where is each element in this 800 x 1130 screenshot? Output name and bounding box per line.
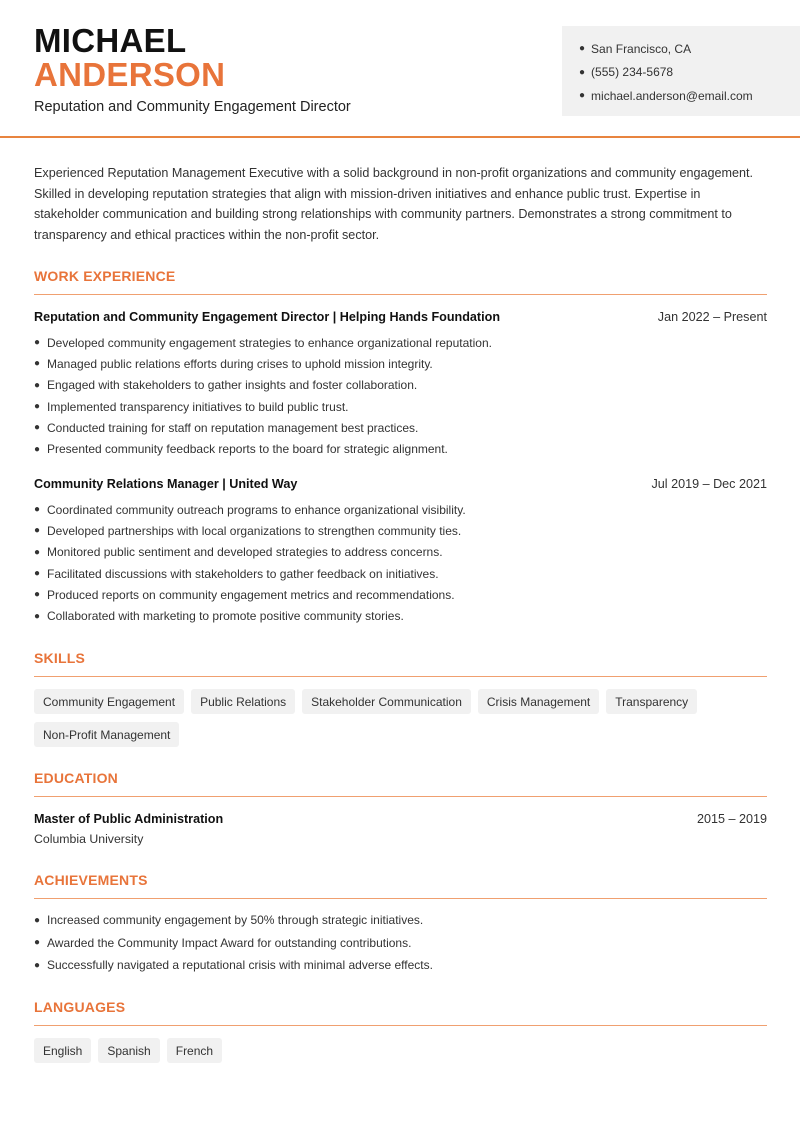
list-item-text: Successfully navigated a reputational crisis with minimal adverse effects.: [47, 958, 433, 973]
list-item: [34, 438, 767, 459]
contact-email-text: michael.anderson@email.com: [591, 88, 753, 103]
job-entry-header: [34, 310, 767, 324]
job-title-company: Community Relations Manager | United Way: [34, 477, 298, 491]
job-dates: Jan 2022 – Present: [657, 310, 767, 324]
section-title-education: EDUCATION: [34, 770, 118, 786]
first-name: MICHAEL: [34, 22, 187, 59]
list-item-text: Collaborated with marketing to promote positive community stories.: [47, 609, 404, 624]
contact-phone-text: (555) 234-5678: [591, 65, 674, 80]
section-title-skills: SKILLS: [34, 650, 85, 666]
bullet-icon: ●: [34, 568, 41, 580]
skill-chip: Crisis Management: [478, 689, 599, 714]
list-item-text: Developed partnerships with local organizations to strengthen community ties.: [47, 523, 462, 538]
list-item-text: Increased community engagement by 50% through strategic initiatives.: [47, 913, 424, 928]
bullet-icon: ●: [34, 610, 41, 622]
list-item-text: Coordinated community outreach programs to enhance organizational visibility.: [47, 502, 466, 517]
list-item: [34, 584, 767, 605]
bullet-icon: ●: [579, 66, 586, 78]
bullet-icon: ●: [34, 937, 41, 949]
list-item-text: Implemented transparency initiatives to build public trust.: [47, 399, 349, 414]
job-title-company: Reputation and Community Engagement Director | Helping Hands Foundation: [34, 310, 501, 324]
section-title-achievements: ACHIEVEMENTS: [34, 872, 148, 888]
skill-chip: Non-Profit Management: [34, 722, 179, 747]
bullet-icon: ●: [34, 379, 41, 391]
list-item-text: Facilitated discussions with stakeholders to gather feedback on initiatives.: [47, 566, 439, 581]
section-title-languages: LANGUAGES: [34, 999, 126, 1015]
contact-location: [579, 37, 800, 61]
section-divider: [34, 676, 767, 677]
list-item: [34, 605, 767, 626]
section-title-work: WORK EXPERIENCE: [34, 268, 176, 284]
list-item: [34, 954, 767, 977]
bullet-icon: ●: [34, 504, 41, 516]
list-item-text: Awarded the Community Impact Award for outstanding contributions.: [47, 935, 412, 950]
school: Columbia University: [34, 832, 144, 846]
list-item: [34, 353, 767, 374]
language-chip: French: [167, 1038, 222, 1063]
list-item: [34, 932, 767, 955]
section-divider: [34, 796, 767, 797]
bullet-icon: ●: [34, 401, 41, 413]
job-title: Reputation and Community Engagement Director: [34, 99, 351, 115]
skill-chip: Transparency: [606, 689, 697, 714]
list-item: [34, 396, 767, 417]
degree: Master of Public Administration: [34, 812, 224, 826]
bullet-icon: ●: [34, 358, 41, 370]
list-item-text: Developed community engagement strategies to enhance organizational reputation.: [47, 335, 492, 350]
list-item: [34, 332, 767, 353]
education-entry-header: [34, 812, 767, 826]
resume-header: [0, 0, 800, 138]
job-dates: Jul 2019 – Dec 2021: [651, 477, 767, 491]
language-chip: Spanish: [98, 1038, 159, 1063]
skills-list: [34, 689, 774, 747]
section-divider: [34, 294, 767, 295]
list-item-text: Engaged with stakeholders to gather insights and foster collaboration.: [47, 378, 418, 393]
list-item: [34, 563, 767, 584]
bullet-icon: ●: [579, 90, 586, 102]
education-dates: 2015 – 2019: [696, 812, 767, 826]
list-item-text: Conducted training for staff on reputation management best practices.: [47, 420, 419, 435]
skill-chip: Public Relations: [191, 689, 295, 714]
skill-chip: Stakeholder Communication: [302, 689, 471, 714]
contact-box: [562, 26, 800, 116]
summary: Experienced Reputation Management Executive with a solid background in non-profit organizations and community engagement. Skilled in developing reputation strategies that align with mission-driven initiatives and enhance public trust. Expertise in stakeholder communication and building strong relationships with community partners. Demonstrates a strong commitment to transparency and ethical practices within the non-profit sector.: [34, 166, 753, 242]
bullet-icon: ●: [34, 589, 41, 601]
job-bullets: [34, 332, 767, 460]
bullet-icon: ●: [34, 546, 41, 558]
bullet-icon: ●: [34, 959, 41, 971]
bullet-icon: ●: [34, 337, 41, 349]
bullet-icon: ●: [34, 914, 41, 926]
job-entry-header: [34, 477, 767, 491]
bullet-icon: ●: [34, 422, 41, 434]
section-divider: [34, 1025, 767, 1026]
list-item: [34, 417, 767, 438]
bullet-icon: ●: [34, 443, 41, 455]
contact-location-text: San Francisco, CA: [591, 41, 692, 56]
list-item: [34, 520, 767, 541]
skill-chip: Community Engagement: [34, 689, 184, 714]
list-item-text: Managed public relations efforts during crises to uphold mission integrity.: [47, 356, 433, 371]
achievements-list: [34, 909, 767, 977]
list-item-text: Presented community feedback reports to the board for strategic alignment.: [47, 442, 448, 457]
languages-list: [34, 1038, 774, 1063]
list-item: [34, 499, 767, 520]
list-item: [34, 375, 767, 396]
list-item: [34, 909, 767, 932]
list-item: [34, 542, 767, 563]
section-divider: [34, 898, 767, 899]
contact-email: [579, 84, 800, 108]
bullet-icon: ●: [34, 525, 41, 537]
last-name: ANDERSON: [34, 56, 226, 93]
list-item-text: Produced reports on community engagement metrics and recommendations.: [47, 587, 455, 602]
list-item-text: Monitored public sentiment and developed strategies to address concerns.: [47, 545, 443, 560]
language-chip: English: [34, 1038, 91, 1063]
job-bullets: [34, 499, 767, 627]
contact-phone: [579, 61, 800, 85]
bullet-icon: ●: [579, 43, 586, 55]
